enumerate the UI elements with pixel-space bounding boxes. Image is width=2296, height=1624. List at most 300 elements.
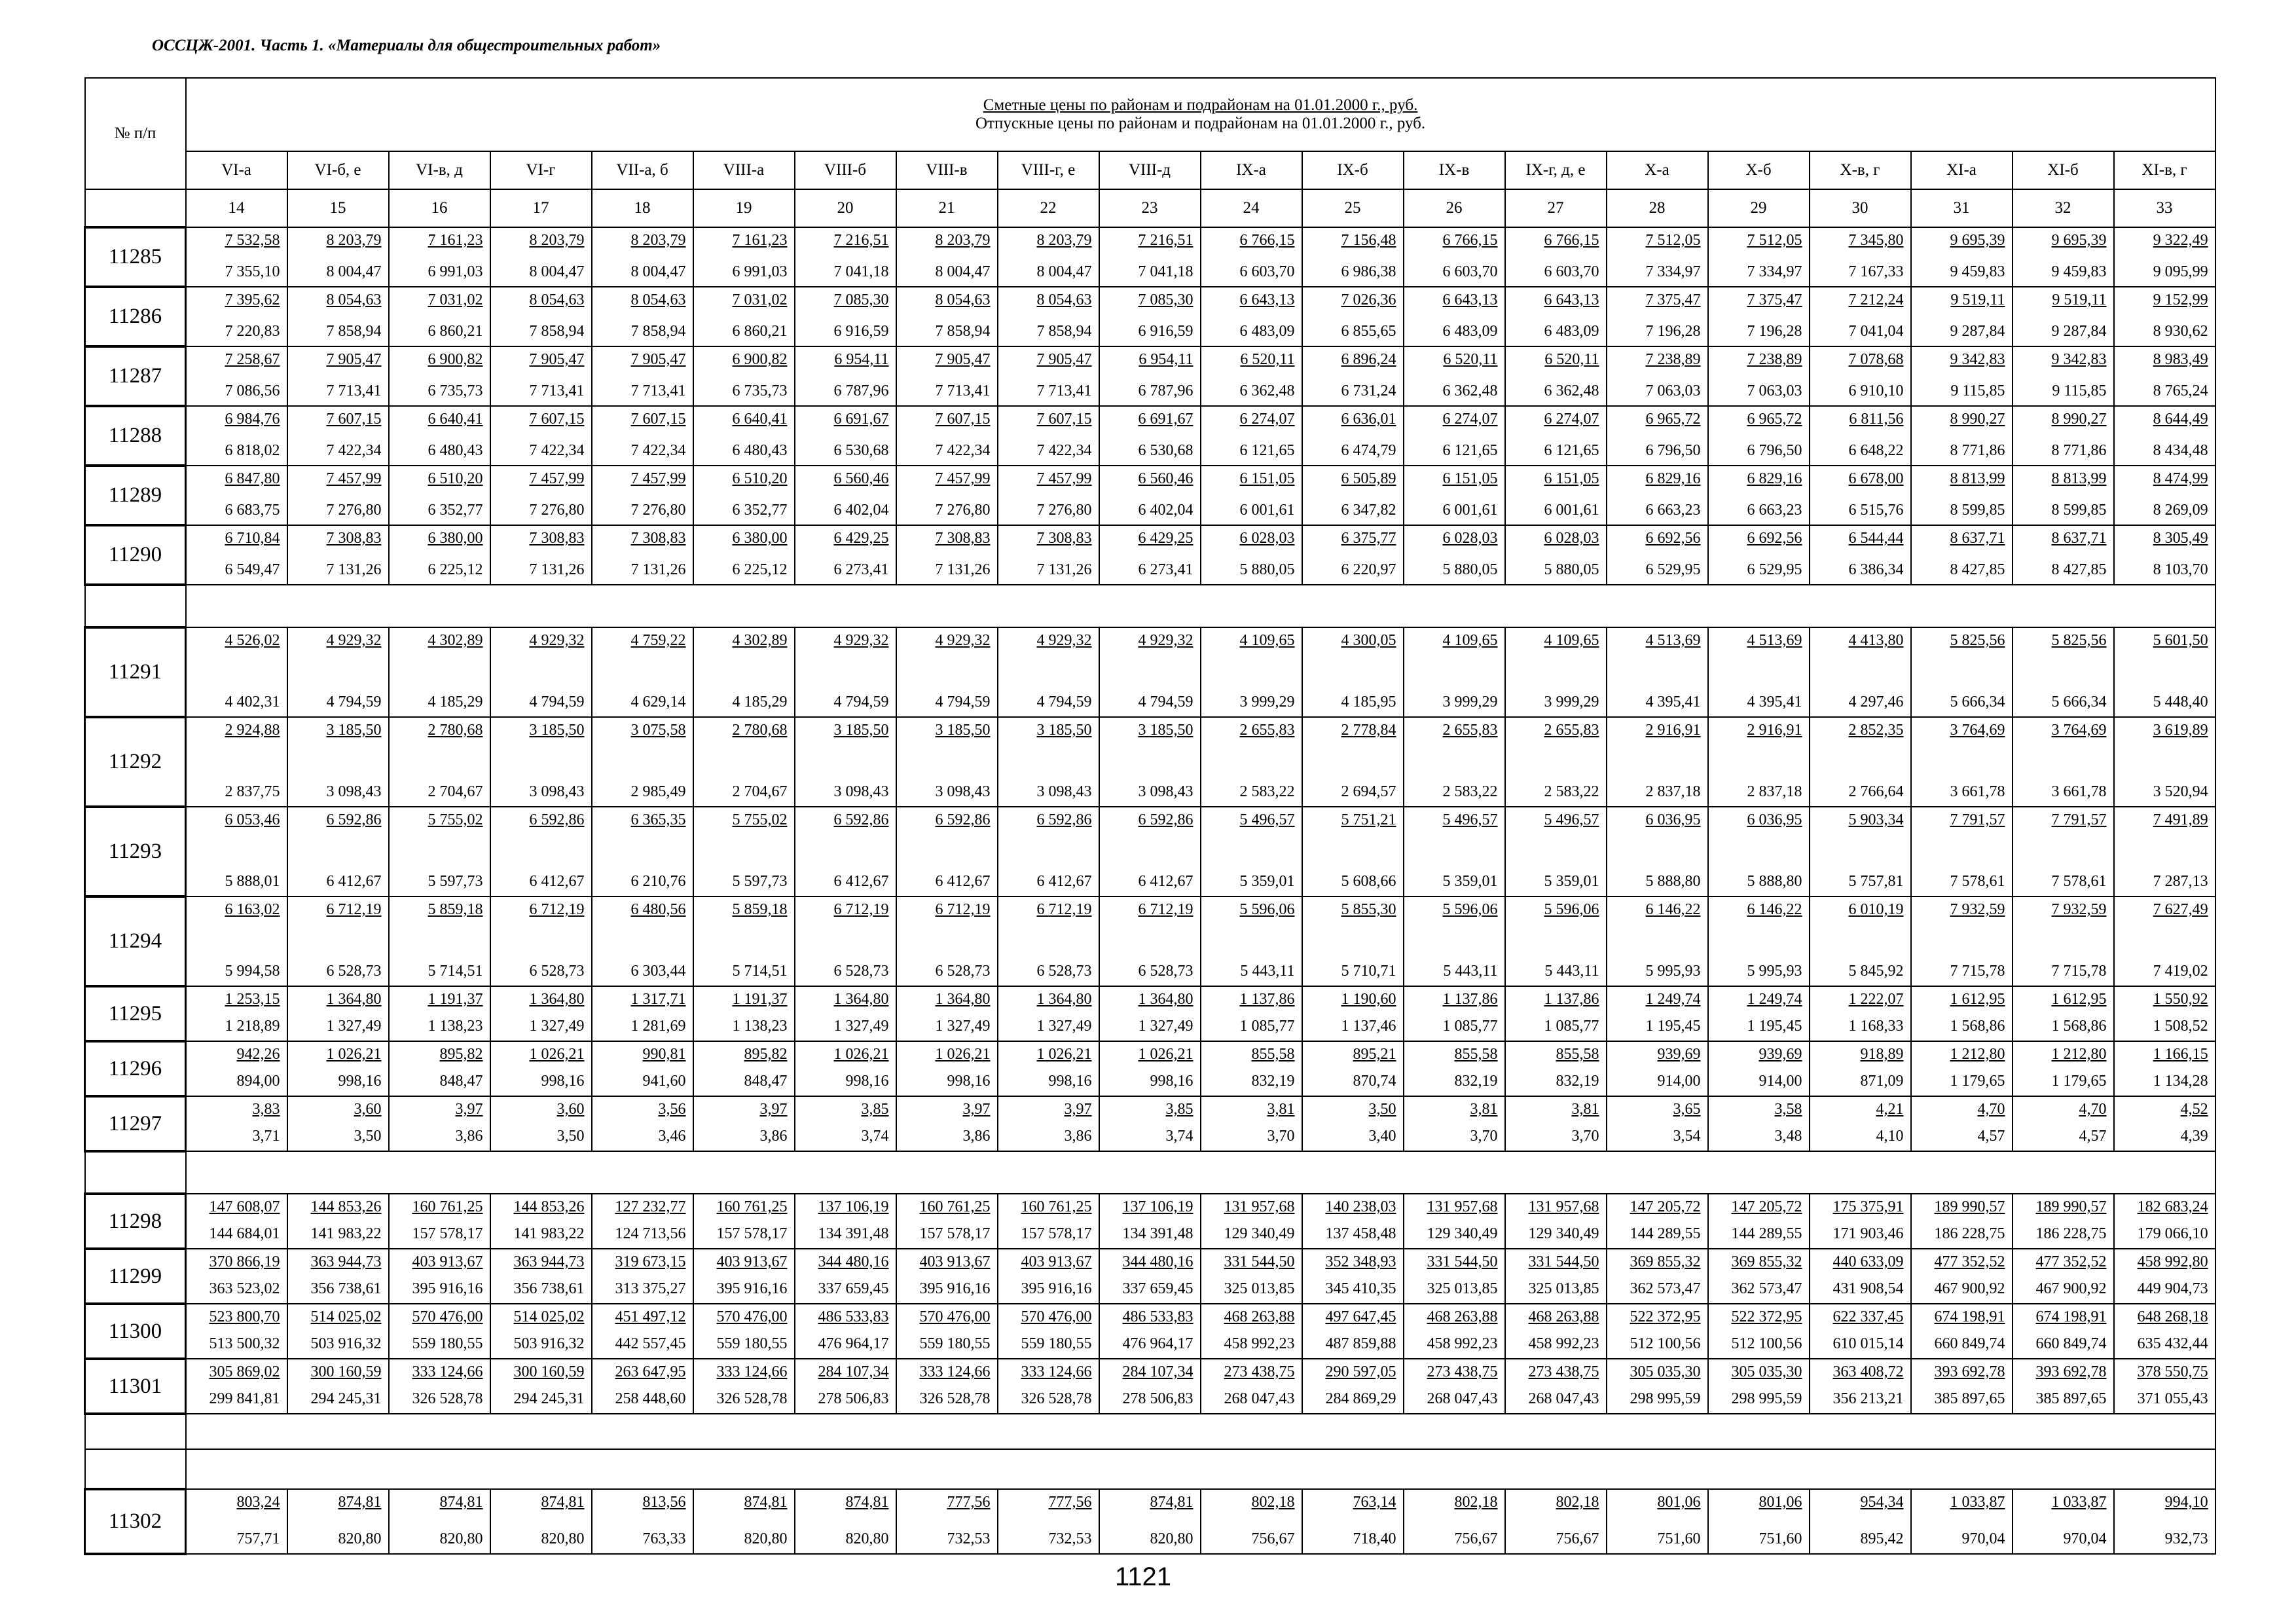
price-cell [287,1096,389,1151]
price-cell [896,1041,998,1096]
price-cell [287,627,389,717]
price-cell [998,406,1099,466]
price-cell [1911,466,2013,525]
spacer-row [85,1151,2215,1194]
release-price: 513 500,32 [209,1335,280,1352]
release-price: 298 995,59 [1731,1390,1802,1407]
price-cell [1911,525,2013,585]
price-cell [896,896,998,986]
release-price: 848,47 [439,1073,483,1090]
estimated-price: 363 944,73 [310,1253,382,1270]
estimated-price: 7 031,02 [428,291,483,308]
price-cell [693,1096,795,1151]
estimated-price: 522 372,95 [1731,1308,1802,1325]
release-price: 6 529,95 [1747,561,1802,578]
price-cell [1302,227,1404,287]
price-cell [896,346,998,406]
price-cell [896,287,998,346]
release-price: 171 903,46 [1832,1225,1904,1242]
release-price: 914,00 [1657,1073,1701,1090]
estimated-price: 7 791,57 [1950,811,2005,828]
release-price: 6 528,73 [935,963,991,980]
release-price: 3,48 [1774,1128,1802,1145]
price-cell [1099,227,1201,287]
price-cell [1404,525,1505,585]
release-price: 294 245,31 [513,1390,585,1407]
estimated-price: 140 238,03 [1325,1198,1396,1215]
release-price: 3,40 [1368,1128,1396,1145]
estimated-price: 144 853,26 [513,1198,585,1215]
release-price: 326 528,78 [919,1390,991,1407]
estimated-price: 6 643,13 [1544,291,1599,308]
estimated-price: 3 619,89 [2153,722,2208,739]
release-price: 5 359,01 [1544,873,1599,890]
estimated-price: 8 644,49 [2153,411,2208,428]
estimated-price: 7 031,02 [732,291,788,308]
price-cell [186,1359,287,1414]
release-price: 5 597,73 [428,873,483,890]
price-cell [1302,807,1404,896]
estimated-price: 127 232,77 [615,1198,686,1215]
price-cell [1911,346,2013,406]
estimated-price: 5 596,06 [1442,901,1498,918]
price-cell [2013,807,2114,896]
release-price: 6 663,23 [1645,502,1701,519]
price-cell [693,466,795,525]
estimated-price: 273 438,75 [1528,1363,1599,1380]
release-price: 467 900,92 [2035,1280,2107,1297]
estimated-price: 6 520,11 [1443,351,1498,368]
release-price: 9 459,83 [1950,263,2005,280]
price-cell [1505,896,1607,986]
estimated-price: 802,18 [1454,1494,1498,1511]
estimated-price: 440 633,09 [1832,1253,1904,1270]
price-cell [1505,1249,1607,1304]
estimated-price: 7 308,83 [529,530,585,547]
table-row [85,346,2215,406]
estimated-price: 1 190,60 [1341,991,1396,1008]
price-cell [1607,287,1708,346]
estimated-price: 137 106,19 [818,1198,889,1215]
estimated-price: 370 866,19 [209,1253,280,1270]
region-header: VIII-а [693,151,795,189]
price-cell [287,406,389,466]
estimated-price: 4 413,80 [1848,632,1904,649]
release-price: 1 085,77 [1544,1018,1599,1035]
release-price: 325 013,85 [1427,1280,1498,1297]
release-price: 4 794,59 [1036,693,1092,710]
estimated-price: 4,52 [2180,1101,2208,1118]
estimated-price: 5 855,30 [1341,901,1396,918]
estimated-price: 6 036,95 [1645,811,1701,828]
estimated-price: 6 829,16 [1645,470,1701,487]
estimated-price: 403 913,67 [1021,1253,1092,1270]
release-price: 5 359,01 [1239,873,1295,890]
release-price: 6 648,22 [1848,442,1904,459]
estimated-price: 8 637,71 [1950,530,2005,547]
estimated-price: 1 222,07 [1848,991,1904,1008]
release-price: 395 916,16 [716,1280,788,1297]
release-price: 4,57 [1977,1128,2005,1145]
release-price: 129 340,49 [1528,1225,1599,1242]
price-cell [287,1489,389,1554]
estimated-price: 458 992,80 [2137,1253,2208,1270]
estimated-price: 3,85 [861,1101,889,1118]
release-price: 6 818,02 [225,442,280,459]
price-cell [490,406,592,466]
release-price: 356 213,21 [1832,1390,1904,1407]
estimated-price: 648 268,18 [2137,1308,2208,1325]
item-code: 11292 [85,717,186,807]
price-cell [1404,1041,1505,1096]
estimated-price: 2 778,84 [1341,722,1396,739]
price-cell [2013,1359,2114,1414]
estimated-price: 7 238,89 [1747,351,1802,368]
price-cell [1099,627,1201,717]
price-cell [1201,346,1302,406]
empty-header-cell [85,189,186,227]
price-cell [2114,717,2215,807]
release-price: 326 528,78 [1021,1390,1092,1407]
price-cell [2013,406,2114,466]
release-price: 820,80 [1150,1530,1194,1547]
release-price: 4 185,29 [732,693,788,710]
item-code: 11288 [85,406,186,466]
price-cell [592,627,693,717]
estimated-price: 1 212,80 [2051,1046,2107,1063]
release-price: 7 276,80 [1036,502,1092,519]
price-cell [2013,1041,2114,1096]
release-price: 9 115,85 [2052,382,2107,399]
estimated-price: 3,65 [1673,1101,1701,1118]
estimated-price: 570 476,00 [412,1308,483,1325]
estimated-price: 7 457,99 [935,470,991,487]
price-cell [795,1304,896,1359]
release-price: 635 432,44 [2137,1335,2208,1352]
release-price: 610 015,14 [1832,1335,1904,1352]
estimated-price: 942,26 [236,1046,280,1063]
estimated-price: 7 161,23 [732,232,788,249]
release-price: 6 986,38 [1341,263,1396,280]
release-price: 1 138,23 [428,1018,483,1035]
release-price: 6 663,23 [1747,502,1802,519]
price-cell [1911,1249,2013,1304]
estimated-price: 147 205,72 [1731,1198,1802,1215]
price-cell [1302,1249,1404,1304]
release-price: 356 738,61 [310,1280,382,1297]
estimated-price: 1 026,21 [935,1046,991,1063]
region-header: XI-б [2013,151,2114,189]
release-price: 5 710,71 [1341,963,1396,980]
estimated-price: 803,24 [236,1494,280,1511]
estimated-price: 3 075,58 [630,722,686,739]
page-number: 1121 [1115,1562,1172,1591]
estimated-price: 7 395,62 [225,291,280,308]
estimated-price: 939,69 [1657,1046,1701,1063]
release-price: 4,10 [1876,1128,1904,1145]
release-price: 6 787,96 [1138,382,1194,399]
release-price: 6 483,09 [1239,323,1295,340]
estimated-price: 6 592,86 [1138,811,1194,828]
item-code: 11296 [85,1041,186,1096]
price-cell [998,1359,1099,1414]
release-price: 5 880,05 [1442,561,1498,578]
estimated-price: 7 512,05 [1645,232,1701,249]
price-cell [186,1041,287,1096]
price-cell [490,1096,592,1151]
estimated-price: 7 905,47 [326,351,382,368]
release-price: 6 225,12 [732,561,788,578]
release-price: 3 999,29 [1544,693,1599,710]
release-price: 157 578,17 [716,1225,788,1242]
price-cell [1607,1096,1708,1151]
price-cell [1810,406,1911,466]
estimated-price: 284 107,34 [818,1363,889,1380]
column-number: 16 [389,189,490,227]
estimated-price: 7 457,99 [326,470,382,487]
estimated-price: 6 429,25 [1138,530,1194,547]
release-price: 6 860,21 [732,323,788,340]
estimated-price: 393 692,78 [1934,1363,2005,1380]
estimated-price: 6 592,86 [1036,811,1092,828]
release-price: 970,04 [2063,1530,2107,1547]
price-cell [795,807,896,896]
price-cell [2013,227,2114,287]
release-price: 6 362,48 [1239,382,1295,399]
estimated-price: 3,81 [1470,1101,1498,1118]
estimated-price: 8 474,99 [2153,470,2208,487]
price-cell [1810,525,1911,585]
estimated-price: 6 592,86 [935,811,991,828]
spacer-cell [85,1151,186,1194]
region-header: XI-в, г [2114,151,2215,189]
release-price: 6 480,43 [732,442,788,459]
estimated-price: 7 085,30 [1138,291,1194,308]
price-cell [1302,1359,1404,1414]
price-cell [490,896,592,986]
estimated-price: 6 900,82 [732,351,788,368]
release-price: 3,50 [354,1128,382,1145]
price-cell [998,807,1099,896]
price-cell [1505,1194,1607,1249]
estimated-price: 300 160,59 [513,1363,585,1380]
release-price: 7 220,83 [225,323,280,340]
price-cell [1099,807,1201,896]
release-price: 157 578,17 [412,1225,483,1242]
item-code: 11294 [85,896,186,986]
release-price: 3,71 [252,1128,280,1145]
price-cell [795,986,896,1041]
estimated-price: 7 905,47 [1036,351,1092,368]
estimated-price: 378 550,75 [2137,1363,2208,1380]
price-cell [2114,525,2215,585]
estimated-price: 8 305,49 [2153,530,2208,547]
release-price: 186 228,75 [2035,1225,2107,1242]
release-price: 7 131,26 [630,561,686,578]
release-price: 4 297,46 [1848,693,1904,710]
price-cell [490,1489,592,1554]
price-cell [1607,227,1708,287]
release-price: 6 603,70 [1544,263,1599,280]
price-cell [287,986,389,1041]
release-price: 4 185,29 [428,693,483,710]
release-price: 362 573,47 [1630,1280,1701,1297]
estimated-price: 131 957,68 [1224,1198,1295,1215]
price-cell [1505,227,1607,287]
estimated-price: 3,81 [1267,1101,1295,1118]
price-cell [186,1096,287,1151]
price-cell [592,227,693,287]
estimated-price: 160 761,25 [412,1198,483,1215]
price-cell [1201,986,1302,1041]
release-price: 559 180,55 [1021,1335,1092,1352]
price-cell [693,525,795,585]
release-price: 9 459,83 [2051,263,2107,280]
estimated-price: 6 028,03 [1239,530,1295,547]
table-row [85,1359,2215,1414]
estimated-price: 331 544,50 [1224,1253,1295,1270]
price-cell [2013,466,2114,525]
release-price: 7 715,78 [2051,963,2107,980]
price-cell [490,227,592,287]
price-cell [693,1359,795,1414]
release-price: 6 352,77 [428,502,483,519]
item-code: 11289 [85,466,186,525]
price-cell [2013,986,2114,1041]
estimated-price: 6 712,19 [326,901,382,918]
price-cell [1505,1096,1607,1151]
estimated-price: 514 025,02 [310,1308,382,1325]
release-price: 894,00 [236,1073,280,1090]
release-price: 9 095,99 [2153,263,2208,280]
estimated-price: 403 913,67 [919,1253,991,1270]
price-cell [795,525,896,585]
release-price: 6 515,76 [1848,502,1904,519]
price-cell [998,466,1099,525]
release-price: 6 412,67 [326,873,382,890]
release-price: 7 276,80 [326,502,382,519]
release-price: 395 916,16 [1021,1280,1092,1297]
price-cell [1607,986,1708,1041]
estimated-price: 333 124,66 [919,1363,991,1380]
region-header: VI-а [186,151,287,189]
estimated-price: 2 655,83 [1442,722,1498,739]
price-cell [1708,227,1810,287]
estimated-price: 486 533,83 [818,1308,889,1325]
price-cell [998,346,1099,406]
release-price: 1 179,65 [1950,1073,2005,1090]
spacer-cell [186,1449,2215,1489]
estimated-price: 6 151,05 [1544,470,1599,487]
price-cell [1201,466,1302,525]
price-cell [2114,406,2215,466]
price-cell [1302,406,1404,466]
estimated-price: 5 601,50 [2153,632,2208,649]
release-price: 6 121,65 [1442,442,1498,459]
price-cell [896,1249,998,1304]
price-cell [1302,466,1404,525]
estimated-price: 8 813,99 [2051,470,2107,487]
release-price: 3 098,43 [935,783,991,800]
price-cell [1505,1489,1607,1554]
estimated-price: 147 205,72 [1630,1198,1701,1215]
release-price: 2 837,18 [1645,783,1701,800]
estimated-price: 363 408,72 [1832,1363,1904,1380]
estimated-price: 497 647,45 [1325,1308,1396,1325]
estimated-price: 6 712,19 [1138,901,1194,918]
release-price: 8 434,48 [2153,442,2208,459]
price-cell [287,287,389,346]
release-price: 395 916,16 [919,1280,991,1297]
estimated-price: 777,56 [1048,1494,1092,1511]
price-cell [592,466,693,525]
release-price: 2 583,22 [1544,783,1599,800]
release-price: 7 063,03 [1645,382,1701,399]
price-cell [2013,1304,2114,1359]
price-cell [1708,406,1810,466]
price-cell [1607,717,1708,807]
release-price: 345 410,35 [1325,1280,1396,1297]
price-cell [1404,227,1505,287]
price-cell [2114,986,2215,1041]
price-cell [592,807,693,896]
price-cell [490,466,592,525]
release-price: 1 327,49 [1138,1018,1194,1035]
price-cell [1404,346,1505,406]
release-price: 2 837,75 [225,783,280,800]
price-cell [490,807,592,896]
price-cell [287,896,389,986]
release-price: 6 528,73 [1138,963,1194,980]
estimated-price: 6 847,80 [225,470,280,487]
estimated-price: 8 813,99 [1950,470,2005,487]
price-cell [1505,346,1607,406]
region-header: VIII-д [1099,151,1201,189]
release-price: 3 661,78 [1950,783,2005,800]
estimated-price: 6 274,07 [1442,411,1498,428]
estimated-price: 369 855,32 [1731,1253,1802,1270]
estimated-price: 4 929,32 [529,632,585,649]
price-cell [1201,1194,1302,1249]
price-cell [2114,346,2215,406]
table-row [85,807,2215,896]
table-row [85,717,2215,807]
item-code: 11302 [85,1489,186,1554]
region-header: IX-г, д, е [1505,151,1607,189]
release-price: 998,16 [947,1073,991,1090]
release-price: 294 245,31 [310,1390,382,1407]
price-cell [896,807,998,896]
price-cell [896,525,998,585]
release-price: 6 001,61 [1239,502,1295,519]
release-price: 7 287,13 [2153,873,2208,890]
price-cell [2114,1304,2215,1359]
release-price: 467 900,92 [1934,1280,2005,1297]
region-header: VIII-б [795,151,896,189]
estimated-price: 8 203,79 [326,232,382,249]
release-price: 7 858,94 [326,323,382,340]
price-cell [693,1489,795,1554]
price-cell [2114,227,2215,287]
table-row [85,287,2215,346]
price-cell [1607,896,1708,986]
release-price: 325 013,85 [1528,1280,1599,1297]
release-price: 4 794,59 [326,693,382,710]
release-price: 6 412,67 [1138,873,1194,890]
release-price: 6 273,41 [833,561,889,578]
price-cell [186,1194,287,1249]
release-price: 6 731,24 [1341,382,1396,399]
